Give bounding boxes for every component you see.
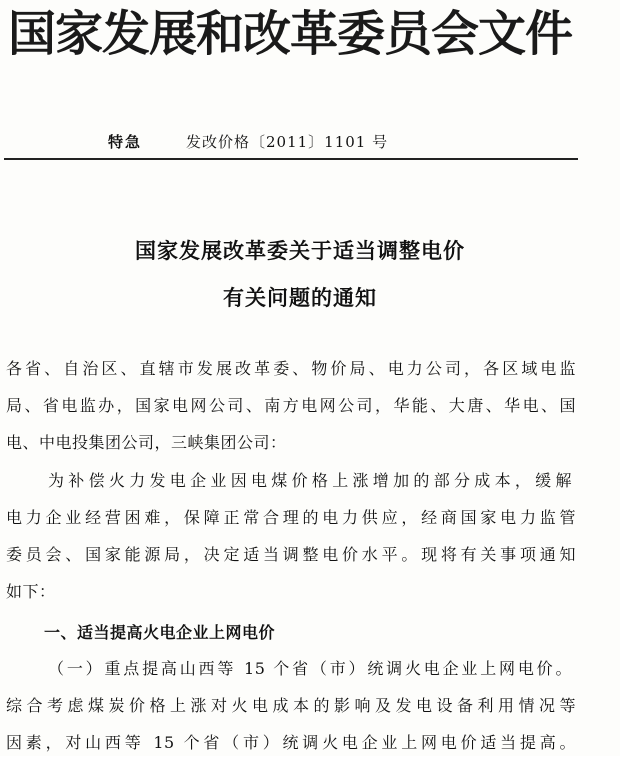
urgency-label: 特急 [108, 133, 143, 151]
document-number-row [0, 130, 620, 154]
recipients-line: 局、省电监办，国家电网公司、南方电网公司，华能、大唐、华电、国 [6, 396, 576, 415]
section-heading: 一、适当提高火电企业上网电价 [44, 623, 276, 642]
recipients-line: 电、中电投集团公司，三峡集团公司： [6, 433, 287, 452]
document-title-line1: 国家发展改革委关于适当调整电价 [135, 238, 465, 263]
intro-line: 如下： [6, 582, 56, 601]
intro-line: 为补偿火力发电企业因电煤价格上涨增加的部分成本，缓解 [48, 471, 572, 490]
document-title-line2: 有关问题的通知 [223, 285, 377, 310]
section-para-line: 综合考虑煤炭价格上涨对火电成本的影响及发电设备利用情况等 [6, 696, 576, 715]
section-para-line: （一）重点提高山西等 15 个省（市）统调火电企业上网电价。 [48, 659, 572, 678]
section-para-line: 因素，对山西等 15 个省（市）统调火电企业上网电价适当提高。 [6, 733, 576, 752]
intro-line: 电力企业经营困难，保障正常合理的电力供应，经商国家电力监管 [6, 508, 576, 527]
document-number: 发改价格〔2011〕1101 号 [186, 133, 389, 151]
intro-line: 委员会、国家能源局，决定适当调整电价水平。现将有关事项通知 [6, 545, 576, 564]
header-rule [4, 158, 578, 160]
agency-title: 国家发展和改革委员会文件 [8, 6, 573, 62]
recipients-line: 各省、自治区、直辖市发展改革委、物价局、电力公司，各区域电监 [6, 359, 576, 378]
